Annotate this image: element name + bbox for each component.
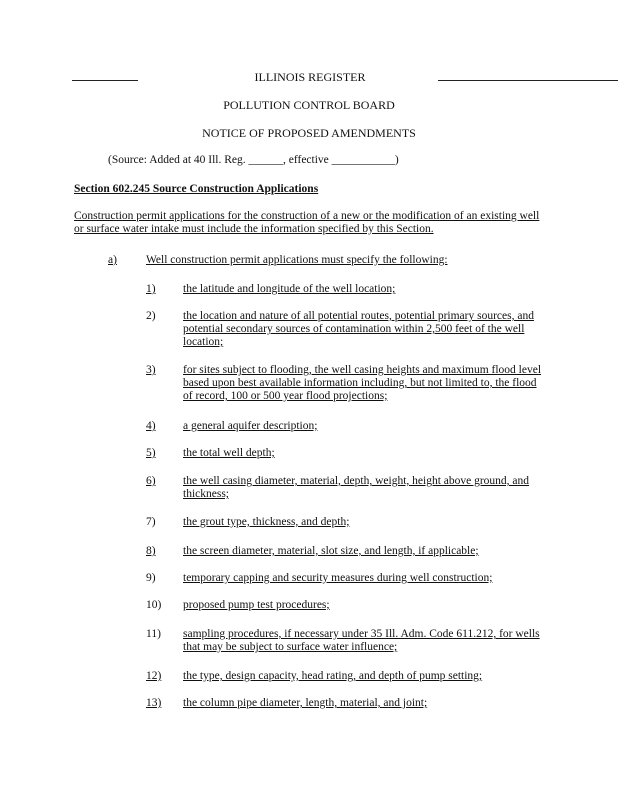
item-number: 6)	[146, 475, 156, 487]
item-number: 3)	[146, 364, 156, 376]
board-name: POLLUTION CONTROL BOARD	[223, 98, 395, 112]
item-number: 12)	[146, 670, 162, 682]
item-text: temporary capping and security measures during well construction;	[183, 572, 493, 584]
intro-paragraph: Construction permit applications for the construction of a new or the modification of an existing well or surface water intake must include the information specified by this Section.	[74, 210, 540, 235]
item-number: 1)	[146, 283, 156, 295]
register-title: ILLINOIS REGISTER	[254, 70, 366, 84]
item-number: 5)	[146, 447, 156, 459]
item-number: 10)	[146, 599, 162, 611]
header-blank-left	[72, 80, 138, 81]
item-text: the total well depth;	[183, 447, 275, 459]
subsection-a-text: Well construction permit applications must specify the following:	[146, 254, 448, 266]
item-text: for sites subject to flooding, the well casing heights and maximum flood level based upon best available information including, but not limited to, the flood of record, 100 or 500 year flood projections;	[183, 364, 542, 402]
item-text: the screen diameter, material, slot size, and length, if applicable;	[183, 545, 479, 557]
subsection-a-marker: a)	[108, 254, 117, 266]
item-text: proposed pump test procedures;	[183, 599, 330, 611]
item-number: 13)	[146, 697, 162, 709]
notice-title: NOTICE OF PROPOSED AMENDMENTS	[202, 126, 416, 140]
item-number: 4)	[146, 420, 156, 432]
section-heading: Section 602.245 Source Construction Applications	[74, 183, 319, 195]
item-number: 11)	[146, 628, 161, 640]
header-blank-right	[438, 80, 618, 81]
source-note: (Source: Added at 40 Ill. Reg. ______, effective ___________)	[108, 154, 399, 166]
item-number: 9)	[146, 572, 156, 584]
item-number: 7)	[146, 516, 156, 528]
item-text: the well casing diameter, material, depth, weight, height above ground, and thickness;	[183, 475, 530, 500]
item-text: the location and nature of all potential routes, potential primary sources, and potential secondary sources of contamination within 2,500 feet of the well location;	[183, 310, 534, 348]
item-number: 8)	[146, 545, 156, 557]
item-text: the latitude and longitude of the well location;	[183, 283, 396, 295]
item-text: the grout type, thickness, and depth;	[183, 516, 350, 528]
item-number: 2)	[146, 310, 156, 322]
item-text: a general aquifer description;	[183, 420, 318, 432]
item-text: the column pipe diameter, length, material, and joint;	[183, 697, 428, 709]
item-text: the type, design capacity, head rating, and depth of pump setting;	[183, 670, 483, 682]
item-text: sampling procedures, if necessary under 35 Ill. Adm. Code 611.212, for wells that may be subject to surface water influence;	[183, 628, 540, 653]
